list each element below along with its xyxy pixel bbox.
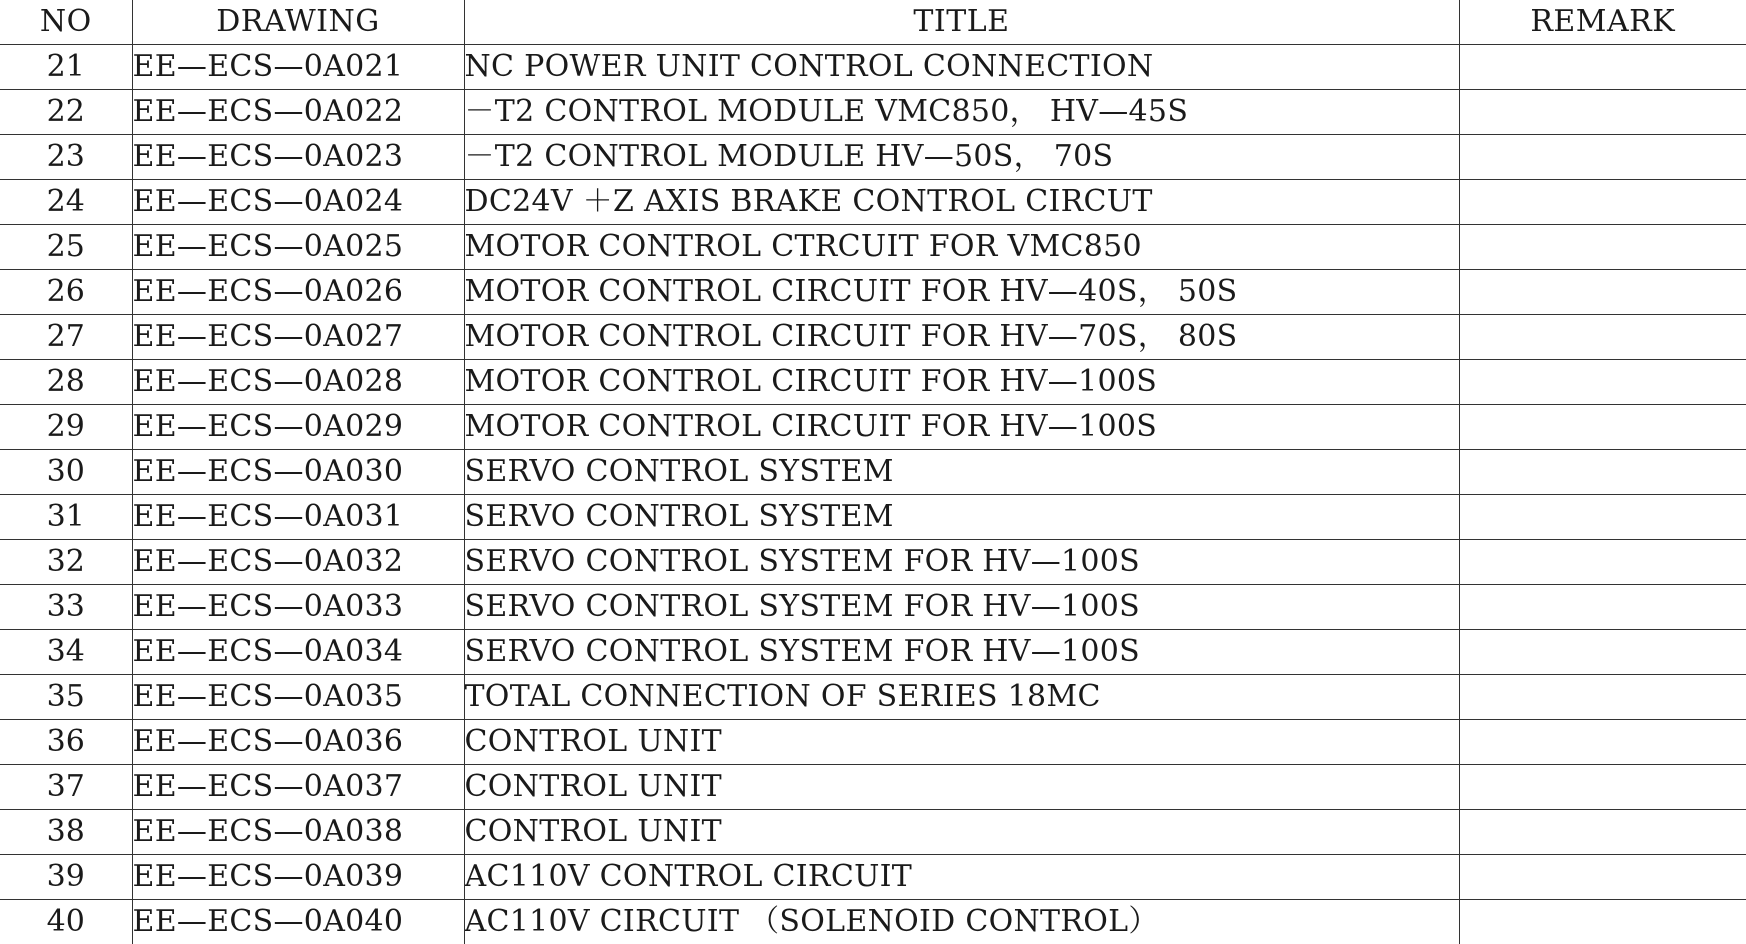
cell-no: 28 bbox=[0, 360, 132, 405]
table-row bbox=[0, 135, 1746, 180]
cell-drawing: EE—ECS—0A024 bbox=[132, 180, 464, 225]
cell-no: 21 bbox=[0, 45, 132, 90]
cell-drawing: EE—ECS—0A023 bbox=[132, 135, 464, 180]
cell-title: SERVO CONTROL SYSTEM FOR HV—100S bbox=[464, 630, 1459, 675]
cell-title: SERVO CONTROL SYSTEM bbox=[464, 450, 1459, 495]
table-row bbox=[0, 405, 1746, 450]
cell-title: SERVO CONTROL SYSTEM bbox=[464, 495, 1459, 540]
header-remark: REMARK bbox=[1459, 0, 1746, 45]
cell-no: 35 bbox=[0, 675, 132, 720]
cell-title: －T2 CONTROL MODULE VMC850， HV—45S bbox=[464, 90, 1459, 135]
cell-title: CONTROL UNIT bbox=[464, 720, 1459, 765]
cell-title: TOTAL CONNECTION OF SERIES 18MC bbox=[464, 675, 1459, 720]
table-row bbox=[0, 180, 1746, 225]
cell-drawing: EE—ECS—0A033 bbox=[132, 585, 464, 630]
table-row bbox=[0, 900, 1746, 944]
cell-remark bbox=[1459, 540, 1746, 585]
cell-drawing: EE—ECS—0A034 bbox=[132, 630, 464, 675]
table-row bbox=[0, 720, 1746, 765]
cell-remark bbox=[1459, 630, 1746, 675]
cell-no: 30 bbox=[0, 450, 132, 495]
table-row bbox=[0, 450, 1746, 495]
cell-remark bbox=[1459, 900, 1746, 944]
cell-no: 37 bbox=[0, 765, 132, 810]
cell-drawing: EE—ECS—0A025 bbox=[132, 225, 464, 270]
cell-title: MOTOR CONTROL CIRCUIT FOR HV—100S bbox=[464, 405, 1459, 450]
cell-drawing: EE—ECS—0A032 bbox=[132, 540, 464, 585]
cell-remark bbox=[1459, 450, 1746, 495]
cell-no: 22 bbox=[0, 90, 132, 135]
cell-remark bbox=[1459, 675, 1746, 720]
cell-drawing: EE—ECS—0A039 bbox=[132, 855, 464, 900]
cell-remark bbox=[1459, 495, 1746, 540]
cell-drawing: EE—ECS—0A037 bbox=[132, 765, 464, 810]
table-row bbox=[0, 360, 1746, 405]
cell-title: －T2 CONTROL MODULE HV—50S， 70S bbox=[464, 135, 1459, 180]
cell-no: 31 bbox=[0, 495, 132, 540]
table-row bbox=[0, 810, 1746, 855]
cell-title: CONTROL UNIT bbox=[464, 810, 1459, 855]
table-row bbox=[0, 270, 1746, 315]
cell-remark bbox=[1459, 45, 1746, 90]
cell-no: 38 bbox=[0, 810, 132, 855]
cell-no: 34 bbox=[0, 630, 132, 675]
cell-drawing: EE—ECS—0A022 bbox=[132, 90, 464, 135]
cell-remark bbox=[1459, 225, 1746, 270]
cell-drawing: EE—ECS—0A021 bbox=[132, 45, 464, 90]
cell-no: 25 bbox=[0, 225, 132, 270]
cell-drawing: EE—ECS—0A028 bbox=[132, 360, 464, 405]
header-no: NO bbox=[0, 0, 132, 45]
cell-remark bbox=[1459, 270, 1746, 315]
cell-remark bbox=[1459, 405, 1746, 450]
cell-title: AC110V CONTROL CIRCUIT bbox=[464, 855, 1459, 900]
cell-no: 40 bbox=[0, 900, 132, 944]
cell-no: 27 bbox=[0, 315, 132, 360]
table-row bbox=[0, 675, 1746, 720]
cell-remark bbox=[1459, 855, 1746, 900]
cell-title: AC110V CIRCUIT （SOLENOID CONTROL） bbox=[464, 900, 1459, 944]
cell-remark bbox=[1459, 765, 1746, 810]
cell-title: SERVO CONTROL SYSTEM FOR HV—100S bbox=[464, 540, 1459, 585]
cell-no: 33 bbox=[0, 585, 132, 630]
cell-drawing: EE—ECS—0A040 bbox=[132, 900, 464, 944]
cell-remark bbox=[1459, 180, 1746, 225]
header-drawing: DRAWING bbox=[132, 0, 464, 45]
cell-no: 39 bbox=[0, 855, 132, 900]
cell-drawing: EE—ECS—0A026 bbox=[132, 270, 464, 315]
cell-drawing: EE—ECS—0A027 bbox=[132, 315, 464, 360]
cell-title: DC24V ＋Z AXIS BRAKE CONTROL CIRCUT bbox=[464, 180, 1459, 225]
table-row bbox=[0, 585, 1746, 630]
table-row bbox=[0, 225, 1746, 270]
cell-remark bbox=[1459, 585, 1746, 630]
cell-remark bbox=[1459, 315, 1746, 360]
table-row bbox=[0, 45, 1746, 90]
cell-drawing: EE—ECS—0A035 bbox=[132, 675, 464, 720]
table-row bbox=[0, 495, 1746, 540]
cell-remark bbox=[1459, 90, 1746, 135]
table-row bbox=[0, 630, 1746, 675]
cell-no: 23 bbox=[0, 135, 132, 180]
cell-title: SERVO CONTROL SYSTEM FOR HV—100S bbox=[464, 585, 1459, 630]
cell-remark bbox=[1459, 360, 1746, 405]
cell-title: MOTOR CONTROL CIRCUIT FOR HV—70S， 80S bbox=[464, 315, 1459, 360]
cell-title: CONTROL UNIT bbox=[464, 765, 1459, 810]
cell-drawing: EE—ECS—0A036 bbox=[132, 720, 464, 765]
cell-no: 32 bbox=[0, 540, 132, 585]
table-row bbox=[0, 90, 1746, 135]
header-title: TITLE bbox=[464, 0, 1459, 45]
cell-no: 24 bbox=[0, 180, 132, 225]
cell-title: NC POWER UNIT CONTROL CONNECTION bbox=[464, 45, 1459, 90]
cell-drawing: EE—ECS—0A031 bbox=[132, 495, 464, 540]
table-row bbox=[0, 315, 1746, 360]
cell-title: MOTOR CONTROL CIRCUIT FOR HV—100S bbox=[464, 360, 1459, 405]
table-row bbox=[0, 855, 1746, 900]
table-header-row bbox=[0, 0, 1746, 45]
cell-drawing: EE—ECS—0A038 bbox=[132, 810, 464, 855]
cell-drawing: EE—ECS—0A029 bbox=[132, 405, 464, 450]
cell-no: 29 bbox=[0, 405, 132, 450]
table-row bbox=[0, 540, 1746, 585]
cell-no: 36 bbox=[0, 720, 132, 765]
cell-no: 26 bbox=[0, 270, 132, 315]
cell-title: MOTOR CONTROL CTRCUIT FOR VMC850 bbox=[464, 225, 1459, 270]
table-body bbox=[0, 45, 1746, 944]
table-row bbox=[0, 765, 1746, 810]
cell-remark bbox=[1459, 810, 1746, 855]
cell-remark bbox=[1459, 135, 1746, 180]
cell-title: MOTOR CONTROL CIRCUIT FOR HV—40S， 50S bbox=[464, 270, 1459, 315]
cell-remark bbox=[1459, 720, 1746, 765]
cell-drawing: EE—ECS—0A030 bbox=[132, 450, 464, 495]
